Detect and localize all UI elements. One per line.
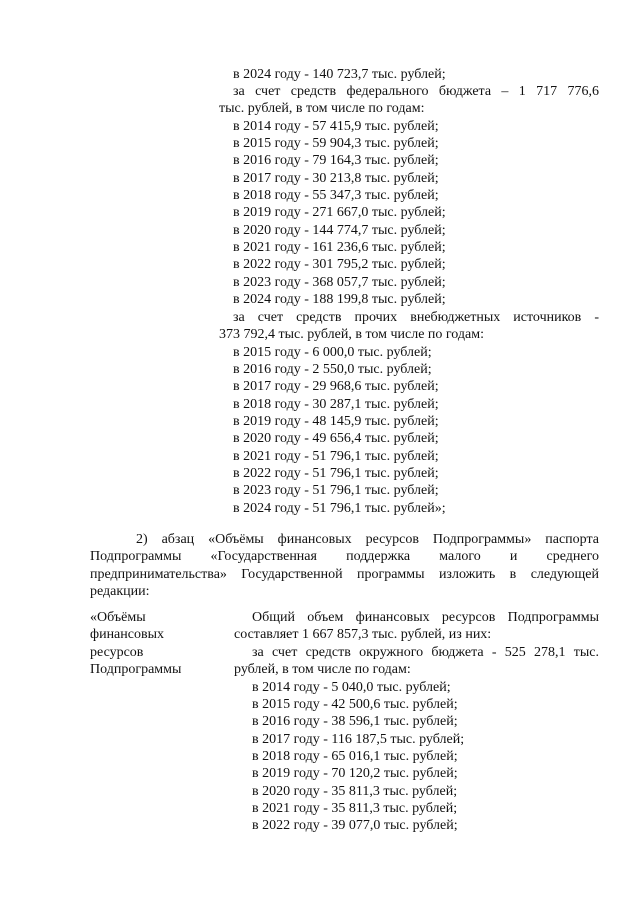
passport-label: «Объёмы	[90, 610, 146, 625]
paragraph-2-line: предпринимательства» Государственной программы изложить в следующей	[90, 567, 599, 582]
year-line: в 2024 году - 140 723,7 тыс. рублей;	[233, 67, 446, 82]
year-line: в 2022 году - 301 795,2 тыс. рублей;	[233, 257, 446, 272]
year-line: в 2020 году - 35 811,3 тыс. рублей;	[252, 784, 458, 799]
federal-funding-heading: за счет средств федерального бюджета – 1 717 776,6	[233, 84, 599, 99]
year-line: в 2018 году - 55 347,3 тыс. рублей;	[233, 188, 439, 203]
year-line: в 2019 году - 70 120,2 тыс. рублей;	[252, 766, 458, 781]
year-line: в 2015 году - 59 904,3 тыс. рублей;	[233, 136, 439, 151]
year-line: в 2023 году - 368 057,7 тыс. рублей;	[233, 275, 446, 290]
year-line: в 2016 году - 79 164,3 тыс. рублей;	[233, 153, 439, 168]
year-line: в 2019 году - 271 667,0 тыс. рублей;	[233, 205, 446, 220]
total-funding-line: составляет 1 667 857,3 тыс. рублей, из них:	[234, 627, 492, 642]
year-line: в 2023 году - 51 796,1 тыс. рублей;	[233, 483, 439, 498]
year-line: в 2014 году - 5 040,0 тыс. рублей;	[252, 680, 451, 695]
total-funding-line: Общий объем финансовых ресурсов Подпрограммы	[252, 610, 599, 625]
other-funding-heading: за счет средств прочих внебюджетных источников -	[233, 310, 599, 325]
year-line: в 2024 году - 51 796,1 тыс. рублей»;	[233, 501, 446, 516]
federal-funding-heading-cont: тыс. рублей, в том числе по годам:	[219, 101, 425, 116]
other-funding-heading-cont: 373 792,4 тыс. рублей, в том числе по годам:	[219, 327, 484, 342]
year-line: в 2015 году - 6 000,0 тыс. рублей;	[233, 345, 432, 360]
passport-label: финансовых	[90, 627, 164, 642]
year-line: в 2019 году - 48 145,9 тыс. рублей;	[233, 414, 439, 429]
year-line: в 2022 году - 39 077,0 тыс. рублей;	[252, 818, 458, 833]
district-funding-heading: за счет средств окружного бюджета - 525 278,1 тыс.	[252, 645, 599, 660]
year-line: в 2017 году - 30 213,8 тыс. рублей;	[233, 171, 439, 186]
paragraph-2-line: редакции:	[90, 584, 150, 599]
year-line: в 2018 году - 30 287,1 тыс. рублей;	[233, 397, 439, 412]
year-line: в 2017 году - 29 968,6 тыс. рублей;	[233, 379, 439, 394]
year-line: в 2018 году - 65 016,1 тыс. рублей;	[252, 749, 458, 764]
paragraph-2-line: 2) абзац «Объёмы финансовых ресурсов Подпрограммы» паспорта	[136, 532, 599, 547]
year-line: в 2016 году - 2 550,0 тыс. рублей;	[233, 362, 432, 377]
district-funding-heading-cont: рублей, в том числе по годам:	[234, 662, 411, 677]
year-line: в 2014 году - 57 415,9 тыс. рублей;	[233, 119, 439, 134]
year-line: в 2016 году - 38 596,1 тыс. рублей;	[252, 714, 458, 729]
year-line: в 2020 году - 49 656,4 тыс. рублей;	[233, 431, 439, 446]
passport-label: Подпрограммы	[90, 662, 182, 677]
year-line: в 2017 году - 116 187,5 тыс. рублей;	[252, 732, 465, 747]
year-line: в 2022 году - 51 796,1 тыс. рублей;	[233, 466, 439, 481]
year-line: в 2015 году - 42 500,6 тыс. рублей;	[252, 697, 458, 712]
passport-label: ресурсов	[90, 645, 144, 660]
paragraph-2-line: Подпрограммы «Государственная поддержка малого и среднего	[90, 549, 599, 564]
year-line: в 2021 году - 51 796,1 тыс. рублей;	[233, 449, 439, 464]
year-line: в 2021 году - 35 811,3 тыс. рублей;	[252, 801, 458, 816]
year-line: в 2021 году - 161 236,6 тыс. рублей;	[233, 240, 446, 255]
year-line: в 2020 году - 144 774,7 тыс. рублей;	[233, 223, 446, 238]
year-line: в 2024 году - 188 199,8 тыс. рублей;	[233, 292, 446, 307]
